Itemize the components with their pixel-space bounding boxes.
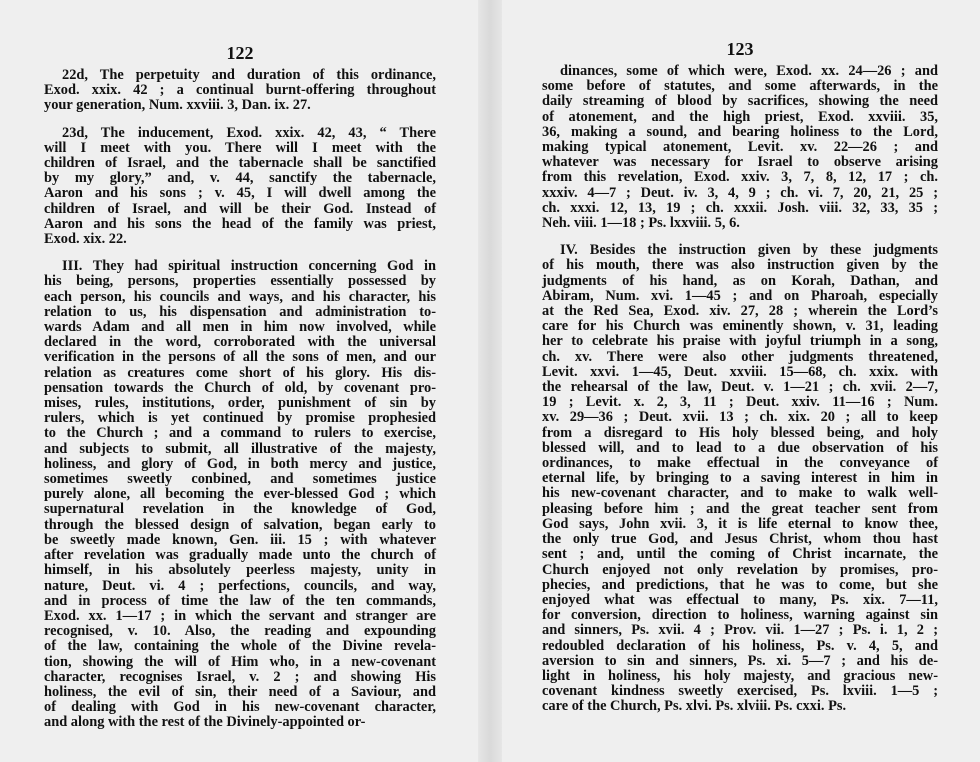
text-line: xxxiv. 4—7 ; Deut. iv. 3, 4, 9 ; ch. vi. 7, 20, 21, 25 ; [542, 184, 938, 201]
text-line: his new-covenant character, and to make to walk well- [542, 485, 938, 502]
text-line: pleasing before him ; and the great teacher sent from [542, 500, 938, 517]
text-line: from this revelation, Exod. xxiv. 3, 7, 8, 12, 17 ; ch. [542, 169, 938, 186]
text-line: judgments of his hand, as on Korah, Dathan, and [542, 272, 938, 289]
text-line: holiness, and glory of God, in both mercy and justice, [44, 455, 436, 472]
text-line: nature, Deut. vi. 4 ; perfections, councils, and way, [44, 577, 436, 594]
text-line: Aaron and his sons ; v. 45, I will dwell among the [44, 185, 436, 202]
text-line: and along with the rest of the Divinely-appointed or- [44, 714, 366, 731]
text-line: Neh. viii. 1—18 ; Ps. lxxviii. 5, 6. [542, 215, 740, 232]
paragraph [542, 243, 938, 714]
text-line: to the Church ; and a command to rulers to exercise, [44, 425, 436, 442]
text-line: wards Adam and all men in him now involved, while [44, 319, 436, 336]
text-line: supernatural revelation in the knowledge of God, [44, 501, 436, 518]
text-line: Abiram, Num. xvi. 1—45 ; and on Pharoah, especially [542, 287, 938, 304]
text-line: 19 ; Levit. x. 2, 3, 11 ; Deut. xxiv. 11—16 ; Num. [542, 394, 938, 411]
text-line: enjoyed what was effectual to many, Ps. xix. 7—11, [542, 591, 938, 608]
text-line: purely alone, all becoming the ever-blessed God ; which [44, 486, 436, 503]
text-line: aversion to sin and sinners, Ps. xi. 5—7 ; and his de- [542, 652, 938, 669]
paragraph [44, 68, 436, 114]
text-line: 23d, The inducement, Exod. xxix. 42, 43, “ There [62, 124, 436, 141]
text-line: holiness, the evil of sin, their need of a Saviour, and [44, 683, 436, 700]
text-line: of his mouth, there was also instruction given by the [542, 257, 938, 274]
paragraph [44, 259, 436, 730]
text-line: will I meet with you. There will I meet with the [44, 139, 436, 156]
text-line: covenant kindness sweetly exercised, Ps. lxviii. 1—5 ; [542, 683, 938, 700]
text-line: of atonement, and the high priest, Exod. xxviii. 35, [542, 108, 938, 125]
text-line: ch. xxxi. 12, 13, 19 ; ch. xxxii. Josh. viii. 32, 33, 35 ; [542, 199, 938, 216]
text-line: after revelation was gradually made unto the church of [44, 547, 436, 564]
left-page [0, 0, 480, 762]
text-line: care for his Church was eminently shown, v. 31, leading [542, 318, 938, 335]
text-line: of dealing with God in his new-covenant character, [44, 699, 436, 716]
text-line: making typical atonement, Levit. xv. 22—26 ; and [542, 139, 938, 156]
text-line: recognised, v. 10. Also, the reading and expounding [44, 623, 436, 640]
text-line: declared in the word, corroborated with the universal [44, 334, 436, 351]
text-line: and sinners, Ps. xvii. 4 ; Prov. vii. 1—27 ; Ps. i. 1, 2 ; [542, 622, 938, 639]
text-line: Levit. xxvi. 1—45, Deut. xxviii. 15—68, ch. xxix. with [542, 363, 938, 380]
text-line: redoubled declaration of his holiness, Ps. v. 4, 5, and [542, 637, 938, 654]
text-line: rulers, which is yet continued by promise prophesied [44, 410, 436, 427]
paragraph [542, 64, 938, 231]
text-line: character, recognises Israel, v. 2 ; and showing His [44, 668, 436, 685]
text-line: and subjects to submit, all illustrative of the majesty, [44, 440, 436, 457]
text-line: tion, showing the will of Him who, in a new-covenant [44, 653, 436, 670]
paragraph-gap [44, 114, 436, 126]
page-number: 122 [226, 43, 254, 63]
paragraph [44, 126, 436, 248]
text-line: phecies, and predictions, that he was to come, but she [542, 576, 938, 593]
text-line: blessed will, and to lead to a due observation of his [542, 439, 938, 456]
text-line: xv. 29—36 ; Deut. xvii. 13 ; ch. xix. 20 ; all to keep [542, 409, 938, 426]
text-line: sometimes sweetly conbined, and sometimes justice [44, 471, 436, 488]
text-line: your generation, Num. xxviii. 3, Dan. ix. 27. [44, 97, 311, 114]
text-line: Exod. xxix. 42 ; a continual burnt-offering throughout [44, 82, 436, 99]
text-line: some before of statutes, and some afterwards, in the [542, 78, 938, 95]
text-line: verification in the persons of all the sons of men, and our [44, 349, 436, 366]
text-line: Exod. xix. 22. [44, 231, 127, 248]
right-page [500, 0, 980, 762]
text-line: through the blessed design of salvation, began early to [44, 516, 436, 533]
text-line: Exod. xx. 1—17 ; in which the servant and stranger are [44, 607, 436, 624]
text-line: God says, John xvii. 3, it is life eternal to know thee, [542, 515, 938, 532]
text-line: Church enjoyed not only revelation by promises, pro- [542, 561, 938, 578]
text-line: care of the Church, Ps. xlvi. Ps. xlviii. Ps. cxxi. Ps. [542, 698, 847, 715]
text-line: 22d, The perpetuity and duration of this ordinance, [62, 67, 436, 83]
text-line: ordinances, to make effectual in the conveyance of [542, 455, 938, 472]
text-line: eternal life, by bringing to a saving interest in him in [542, 470, 938, 487]
text-line: children of Israel, and will be their God. Instead of [44, 200, 436, 217]
text-line: whatever was necessary for Israel to observe arising [542, 154, 938, 171]
text-line: the rehearsal of the law, Deut. v. 1—21 ; ch. xvii. 2—7, [542, 379, 938, 396]
book-gutter [478, 0, 502, 762]
page-number: 123 [726, 39, 754, 59]
left-page-body [44, 68, 436, 731]
text-line: by my glory,” and, v. 44, sanctify the tabernacle, [44, 170, 436, 187]
text-line: each person, his councils and ways, and his character, his [44, 288, 436, 305]
text-line: pensation towards the Church of old, by covenant pro- [44, 379, 436, 396]
text-line: himself, in his absolutely peerless majesty, unity in [44, 562, 436, 579]
text-line: sent ; and, until the coming of Christ incarnate, the [542, 546, 938, 563]
text-line: IV. Besides the instruction given by these judgments [560, 242, 938, 259]
text-line: 36, making a sound, and bearing holiness to the Lord, [542, 123, 938, 140]
text-line: at the Red Sea, Exod. xiv. 27, 28 ; wherein the Lord’s [542, 303, 938, 320]
text-line: of the law, containing the whole of the Divine revela- [44, 638, 436, 655]
text-line: dinances, some of which were, Exod. xx. 24—26 ; and [560, 63, 938, 79]
text-line: for conversion, direction to holiness, warning against sin [542, 607, 938, 624]
text-line: from a disregard to His holy blessed being, and holy [542, 424, 938, 441]
text-line: be sweetly made known, Gen. iii. 15 ; with whatever [44, 531, 436, 548]
text-line: and in process of time the law of the ten commands, [44, 592, 436, 609]
text-line: daily streaming of blood by sacrifices, showing the need [542, 93, 938, 110]
text-line: relation as creatures come short of his glory. His dis- [44, 364, 436, 381]
text-line: the only true God, and Jesus Christ, whom thou hast [542, 531, 938, 548]
right-page-body [542, 64, 938, 715]
text-line: relation to us, his dispensation and administration to- [44, 303, 436, 320]
text-line: mises, rules, institutions, order, punishment of sin by [44, 395, 436, 412]
text-line: Aaron and his sons the head of the family was priest, [44, 215, 436, 232]
text-line: III. They had spiritual instruction concerning God in [62, 258, 436, 275]
text-line: her to celebrate his praise with joyful triumph in a song, [542, 333, 938, 350]
text-line: light in holiness, his holy majesty, and gracious new- [542, 667, 938, 684]
text-line: ch. xv. There were also other judgments threatened, [542, 348, 938, 365]
text-line: children of Israel, and the tabernacle shall be sanctified [44, 155, 436, 172]
text-line: his being, persons, properties essentially possessed by [44, 273, 436, 290]
